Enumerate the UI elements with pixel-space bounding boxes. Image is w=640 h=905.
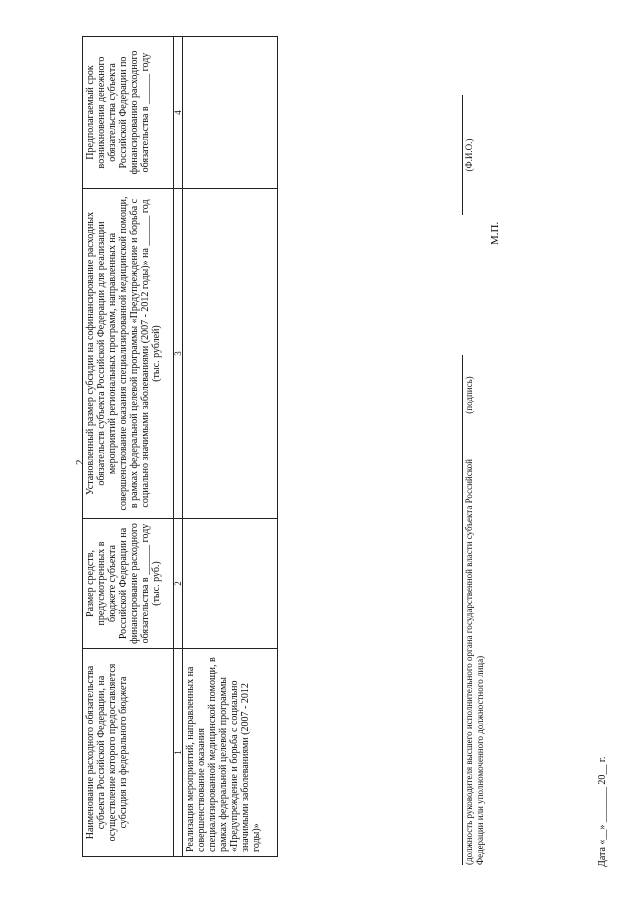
row-col-2	[183, 519, 278, 649]
column-number-2: 2	[174, 519, 183, 649]
row-col-4	[183, 37, 278, 189]
column-number-row	[174, 37, 183, 857]
header-col-1: Наименование расходного обязательства субъекта Российской Федерации, на осуществление которого предоставляется субсидия из федерального бюджета	[83, 649, 174, 857]
row-col-1: Реализация мероприятий, направленных на совершенствование оказания специализированной медицинской помощи, в рамках федеральной целевой программы «Предупреждение и борьба с социально значимыми заболеваниями (2007 - 2012 годы)»	[183, 649, 278, 857]
position-caption: (должность руководителя высшего исполнительного органа государственной власти субъекта Российской Федерации или уполномоченного должностного лица)	[464, 459, 485, 865]
signature-caption: (подпись)	[464, 376, 474, 414]
column-number-1: 1	[174, 649, 183, 857]
page-number: 2	[74, 459, 86, 465]
position-line	[462, 425, 463, 865]
name-caption: (Ф.И.О.)	[464, 138, 474, 172]
signature-line	[462, 355, 463, 435]
seal-mark: М.П.	[489, 221, 501, 245]
row-col-3	[183, 189, 278, 519]
table-row	[183, 37, 278, 857]
column-number-4: 4	[174, 37, 183, 189]
column-number-3: 3	[174, 189, 183, 519]
date-line: Дата «__» _______ 20__ г.	[597, 756, 608, 867]
subsidy-table	[82, 36, 278, 857]
header-col-2: Размер средств, предусмотренных в бюджете субъекта Российской Федерации на финансирование расходного обязательства в ______ году (тыс. руб.)	[83, 519, 174, 649]
header-col-4: Предполагаемый срок возникновения денежного обязательства субъекта Российской Федерации по финансированию расходного обязательства в ______ году	[83, 37, 174, 189]
header-col-3: Установленный размер субсидии на софинансирование расходных обязательств субъекта Российской Федерации для реализации мероприятий региональных программ, направленных на совершенствование оказания специализированной медицинской помощи, в рамках федеральной целевой программы «Предупреждение и борьба с социально значимыми заболеваниями (2007 - 2012 годы)» на ______ год (тыс. рублей)	[83, 189, 174, 519]
name-line	[462, 95, 463, 215]
table-header-row	[83, 37, 174, 857]
